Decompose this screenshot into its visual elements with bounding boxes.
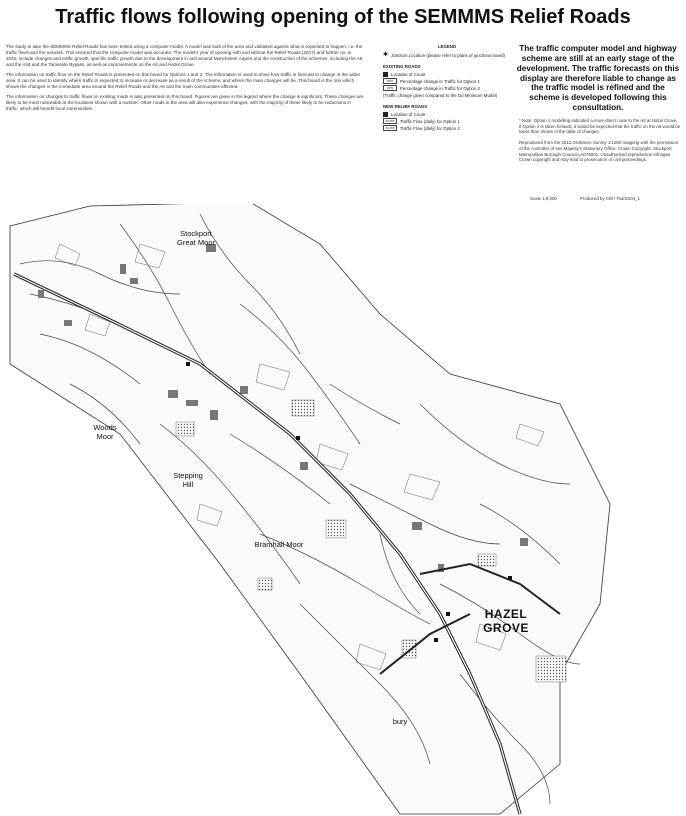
scale-text: Scale 1:9,000 [530,196,557,201]
legend-label: Traffic Flow (daily) for Option 1 [400,118,460,124]
legend-label: Location of Count [391,112,426,117]
legend-row [383,72,511,77]
count-location-icon [383,72,388,77]
aside-notes [519,118,681,168]
legend [383,44,511,132]
legend-symbol: xx,xxx [383,118,397,124]
legend-row [383,78,511,84]
legend-new-heading: NEW RELIEF ROADS [383,104,428,109]
legend-label: Percentage change in Traffic for Option 1 [400,78,480,84]
legend-row-junction [383,53,511,58]
legend-symbol: xx% [383,78,397,84]
place-label-woods-moor: Woods Moor [93,423,117,441]
legend-label: Junction Location (please refer to plans of junctions board) [391,53,506,58]
intro-text [6,44,364,116]
place-label-bramhall-moor: Bramhall Moor [254,540,304,549]
intro-paragraph: The information on changes to traffic flows on existing roads is also presented on this board. Figures are given in the legend where the change is significant. These changes are likely to be most noticeable at the locations shown with a number. Other roads in the area will also experience changes, with the majority of these likely to be reductions in traffic, which will benefit local communities. [6,93,364,111]
aside-note: * Note: Option 1 modelling indicated a more direct route to the A6 at Hazel Grove. If Option 2 is taken forward, it would be expected that the traffic on the A6 would be lower than shown in the table of changes. [519,118,681,135]
legend-label: Location of Count [391,72,426,77]
model-notice: The traffic computer model and highway scheme are still at an early stage of the development. The traffic forecasts on this display are therefore liable to change as the traffic model is refined and the scheme is developed following this consultation. [516,44,680,113]
legend-row [383,85,511,91]
legend-symbol: xx,xxx [383,125,397,131]
map [0,204,686,816]
produced-by-text: Produced by CM / Tsu/SS04_1 [580,196,640,201]
place-label-stockport-great-moor: Stockport Great Moor [177,229,215,247]
intro-paragraph: The information on traffic flow on the Relief Roads is presented on this board for Options 1 and 2. The information is used to show how traffic is forecast to change in the wider area. It can be used to identify where traffic is expected to increase or decrease as a result of the scheme, and where the main changes will be. This board is the one which shows the changes in the immediate area around the Relief Roads and the A6 and the main communities affected. [6,71,361,89]
legend-existing-heading: EXISTING ROADS [383,64,421,69]
map-area [10,204,610,814]
place-label-norbury: bury [392,717,408,726]
place-label-hazel-grove: HAZEL GROVE [483,607,529,635]
legend-row [383,112,511,117]
legend-row [383,118,511,124]
page-title: Traffic flows following opening of the SEMMMS Relief Roads [55,6,631,28]
place-label-stepping-hill: Stepping Hill [173,471,203,489]
legend-label: Percentage change in Traffic for Option 2 [400,85,480,91]
legend-label: Traffic Flow (daily) for Option 2 [400,125,460,131]
legend-heading: LEGEND [437,44,457,49]
junction-star-icon: ✱ [383,52,389,58]
legend-note: (Traffic change given compared to the Do Minimum Model) [383,93,498,98]
legend-symbol: xx% [383,85,397,91]
copyright-note: Reproduced from the 2012 Ordnance Survey 1:1250 mapping with the permission of the controller of Her Majesty's Stationery Office. Crown Copyright. Stockport Metropolitan Borough Council LA076001. Unauthorised reproduction infringes Crown copyright and may lead to prosecution or civil proceedings. [519,140,679,163]
count-location-icon [383,112,388,117]
legend-row [383,125,511,131]
intro-paragraph: The study to take the SEMMMS Relief Roads has been tested using a computer model. A model was built of the area and validated against what is expected to happen, i.e. the traffic flows and the network. This ensured that the computer model was accurate. The model's year of opening with and without the Relief Roads (2017) and further on, in 2032, include changes and traffic growth, specific traffic growth due to the development in and around Manchester Airport and the construction of the schemes, including the A6 and the A34 and the Tameside Bypass, as well as improvements on the A6 and Hazel Grove. [6,44,363,67]
